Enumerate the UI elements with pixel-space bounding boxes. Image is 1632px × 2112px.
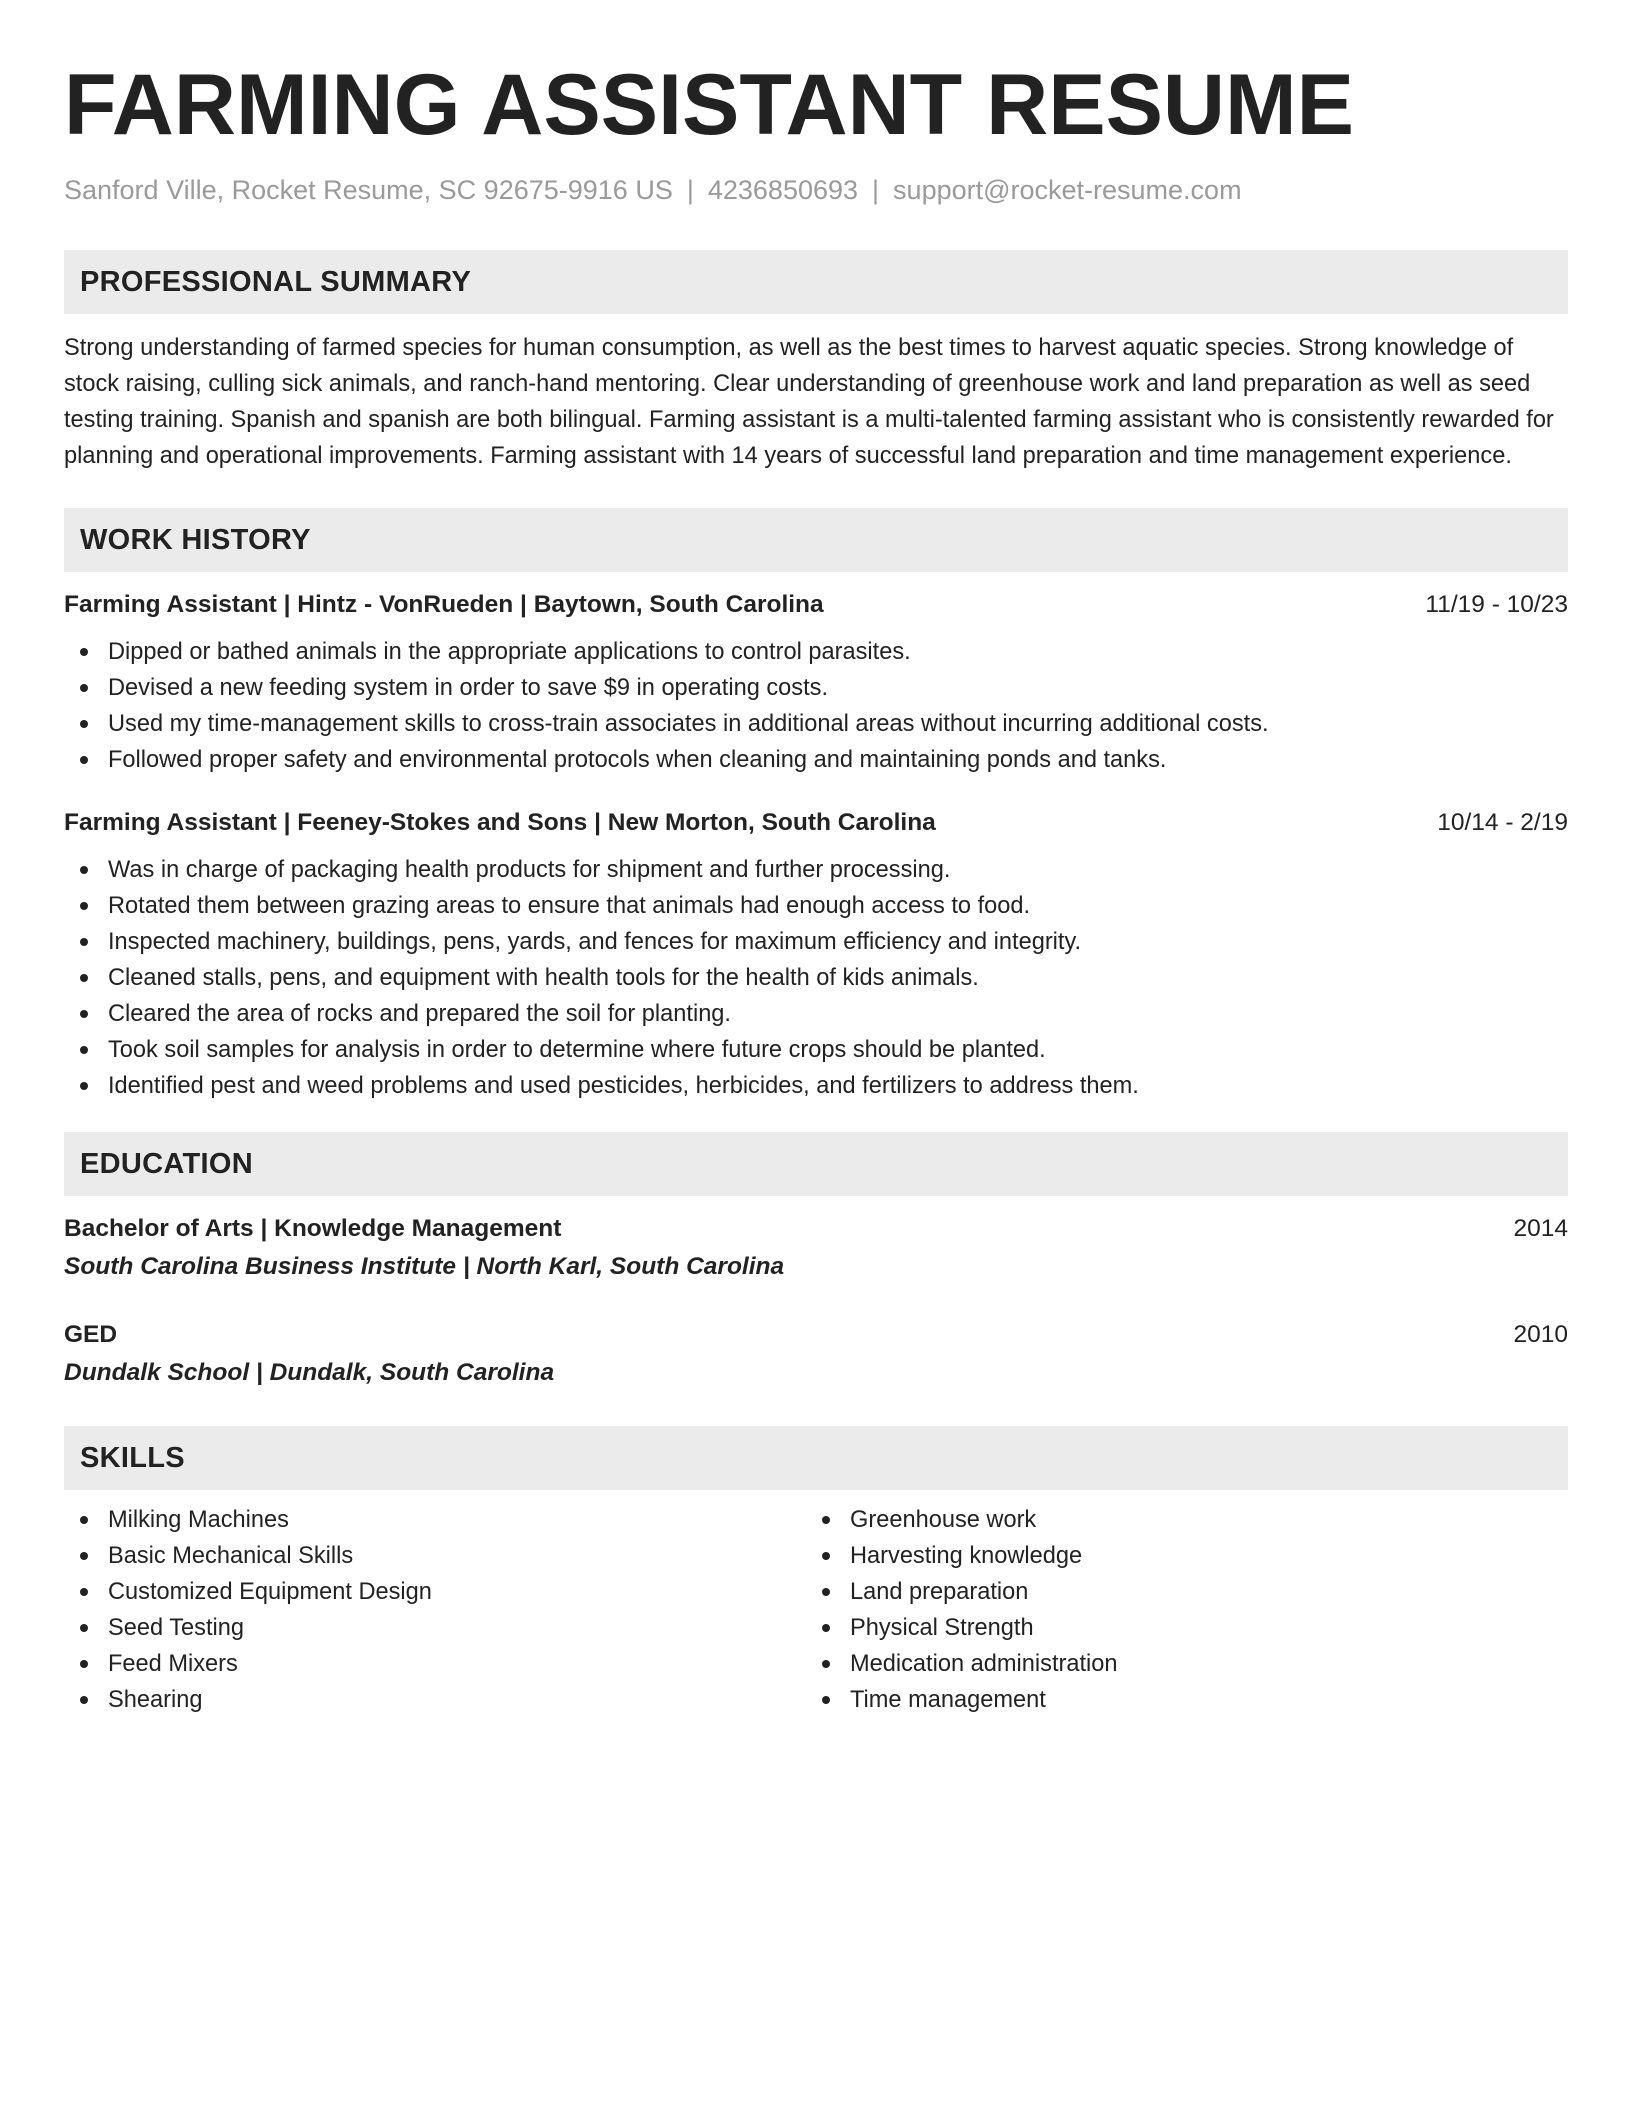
- contact-email: support@rocket-resume.com: [893, 175, 1242, 205]
- job-title: Farming Assistant | Hintz - VonRueden | Baytown, South Carolina: [64, 591, 824, 618]
- list-item: [64, 742, 1568, 778]
- bullet-icon: [822, 1516, 830, 1524]
- education-year: 2014: [1513, 1215, 1568, 1242]
- list-item: [806, 1574, 1548, 1610]
- bullet-icon: [80, 1046, 88, 1054]
- duty-text: Rotated them between grazing areas to ensure that animals had enough access to food.: [108, 893, 1031, 919]
- duty-text: Devised a new feeding system in order to save $9 in operating costs.: [108, 675, 829, 701]
- job-dates: 11/19 - 10/23: [1425, 591, 1568, 618]
- degree-title: Bachelor of Arts | Knowledge Management: [64, 1215, 562, 1242]
- duty-text: Inspected machinery, buildings, pens, yards, and fences for maximum efficiency and integrity.: [108, 929, 1082, 955]
- list-item: [806, 1646, 1548, 1682]
- duty-text: Followed proper safety and environmental protocols when cleaning and maintaining ponds and tanks.: [108, 747, 1167, 773]
- job-entry: [64, 804, 1568, 1104]
- job-duties: [64, 852, 1568, 1104]
- list-item: [64, 996, 1568, 1032]
- duty-text: Was in charge of packaging health products for shipment and further processing.: [108, 857, 951, 883]
- skill-text: Land preparation: [850, 1579, 1029, 1605]
- duty-text: Cleaned stalls, pens, and equipment with health tools for the health of kids animals.: [108, 965, 979, 991]
- degree-title: GED: [64, 1321, 118, 1348]
- contact-separator: |: [686, 175, 694, 205]
- section-heading-skills: SKILLS: [64, 1426, 1568, 1490]
- resume-title: FARMING ASSISTANT RESUME: [64, 57, 1355, 153]
- bullet-icon: [80, 1082, 88, 1090]
- list-item: [64, 1068, 1568, 1104]
- bullet-icon: [80, 974, 88, 982]
- list-item: [64, 1646, 806, 1682]
- summary-text: Strong understanding of farmed species for human consumption, as well as the best times to harvest aquatic species. Strong knowledge of stock raising, culling sick animals, and ranch-hand mentoring. Clear understanding of greenhouse work and land preparation as well as seed testing training. Spanish and spanish are both bilingual. Farming assistant is a multi-talented farming assistant who is consistently rewarded for planning and operational improvements. Farming assistant with 14 years of successful land preparation and time management experience.: [64, 335, 1554, 469]
- bullet-icon: [822, 1588, 830, 1596]
- education-entry: [64, 1210, 1568, 1286]
- list-item: [806, 1502, 1548, 1538]
- skill-text: Customized Equipment Design: [108, 1579, 432, 1605]
- job-duties: [64, 634, 1568, 778]
- bullet-icon: [80, 720, 88, 728]
- list-item: [64, 1682, 806, 1718]
- resume-page: [64, 50, 1568, 1718]
- contact-separator: |: [872, 175, 880, 205]
- skills-list-right: [806, 1502, 1548, 1718]
- bullet-icon: [80, 1696, 88, 1704]
- school-name: South Carolina Business Institute | North Karl, South Carolina: [64, 1253, 785, 1280]
- duty-text: Dipped or bathed animals in the appropriate applications to control parasites.: [108, 639, 911, 665]
- skill-text: Physical Strength: [850, 1615, 1034, 1641]
- list-item: [806, 1538, 1548, 1574]
- contact-address: Sanford Ville, Rocket Resume, SC 92675-9916 US: [64, 175, 673, 205]
- list-item: [806, 1682, 1548, 1718]
- duty-text: Identified pest and weed problems and used pesticides, herbicides, and fertilizers to address them.: [108, 1073, 1139, 1099]
- contact-line: [64, 172, 1568, 208]
- bullet-icon: [80, 866, 88, 874]
- bullet-icon: [80, 1552, 88, 1560]
- skill-text: Medication administration: [850, 1651, 1118, 1677]
- skill-text: Milking Machines: [108, 1507, 289, 1533]
- bullet-icon: [80, 1624, 88, 1632]
- list-item: [64, 1502, 806, 1538]
- skill-text: Harvesting knowledge: [850, 1543, 1083, 1569]
- section-heading-education: EDUCATION: [64, 1132, 1568, 1196]
- list-item: [64, 670, 1568, 706]
- duty-text: Cleared the area of rocks and prepared the soil for planting.: [108, 1001, 731, 1027]
- skill-text: Seed Testing: [108, 1615, 244, 1641]
- school-name: Dundalk School | Dundalk, South Carolina: [64, 1359, 555, 1386]
- duty-text: Took soil samples for analysis in order to determine where future crops should be planted.: [108, 1037, 1046, 1063]
- list-item: [64, 1032, 1568, 1068]
- job-entry: [64, 586, 1568, 778]
- section-heading-summary: PROFESSIONAL SUMMARY: [64, 250, 1568, 314]
- bullet-icon: [822, 1696, 830, 1704]
- list-item: [64, 1538, 806, 1574]
- job-dates: 10/14 - 2/19: [1437, 809, 1568, 836]
- job-title: Farming Assistant | Feeney-Stokes and Sons | New Morton, South Carolina: [64, 809, 936, 836]
- skill-text: Shearing: [108, 1687, 203, 1713]
- skill-text: Time management: [850, 1687, 1046, 1713]
- skill-text: Basic Mechanical Skills: [108, 1543, 354, 1569]
- bullet-icon: [80, 684, 88, 692]
- bullet-icon: [822, 1624, 830, 1632]
- bullet-icon: [80, 648, 88, 656]
- bullet-icon: [80, 902, 88, 910]
- bullet-icon: [80, 1516, 88, 1524]
- contact-phone: 4236850693: [707, 175, 859, 205]
- skills-columns: [64, 1502, 1568, 1718]
- list-item: [64, 1574, 806, 1610]
- skill-text: Greenhouse work: [850, 1507, 1037, 1533]
- list-item: [64, 706, 1568, 742]
- education-year: 2010: [1513, 1321, 1568, 1348]
- list-item: [806, 1610, 1548, 1646]
- section-heading-work-history: WORK HISTORY: [64, 508, 1568, 572]
- bullet-icon: [80, 1588, 88, 1596]
- list-item: [64, 634, 1568, 670]
- bullet-icon: [80, 756, 88, 764]
- bullet-icon: [80, 1010, 88, 1018]
- list-item: [64, 960, 1568, 996]
- skill-text: Feed Mixers: [108, 1651, 238, 1677]
- bullet-icon: [80, 1660, 88, 1668]
- duty-text: Used my time-management skills to cross-train associates in additional areas without incurring additional costs.: [108, 711, 1269, 737]
- bullet-icon: [80, 938, 88, 946]
- list-item: [64, 852, 1568, 888]
- list-item: [64, 1610, 806, 1646]
- list-item: [64, 888, 1568, 924]
- bullet-icon: [822, 1552, 830, 1560]
- education-entry: [64, 1316, 1568, 1392]
- list-item: [64, 924, 1568, 960]
- bullet-icon: [822, 1660, 830, 1668]
- skills-list-left: [64, 1502, 806, 1718]
